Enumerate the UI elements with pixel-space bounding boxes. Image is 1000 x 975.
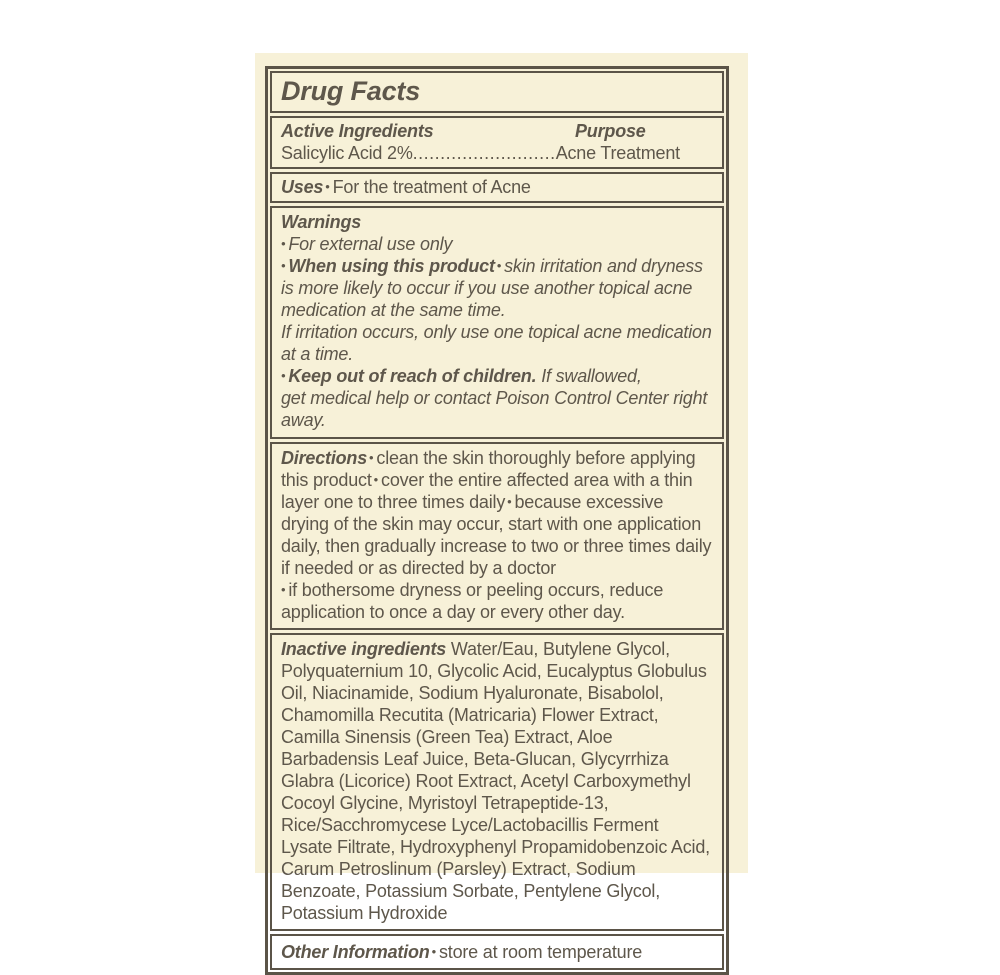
warning-poison-control: get medical help or contact Poison Control Center right away. bbox=[281, 388, 708, 430]
inactive-ingredients-section bbox=[270, 633, 724, 931]
warning-keep-away-text: If swallowed, bbox=[536, 366, 642, 386]
directions-step: cover the entire affected area with a thin layer one to three times daily bbox=[281, 470, 693, 512]
inactive-ingredients-text: Water/Eau, Butylene Glycol, Polyquaternium 10, Glycolic Acid, Eucalyptus Globulus Oil, Niacinamide, Sodium Hyaluronate, Bisabolol, Chamomilla Recutita (Matricaria) Flower Extract, Camilla Sinensis (Green Tea) Extract, Aloe Barbadensis Leaf Juice, Beta-Glucan, Glycyrrhiza Glabra (Licorice) Root Extract, Acetyl Carboxymethyl Cocoyl Glycine, Myristoyl Tetrapeptide-13, Rice/Sacchromycese Lyce/Lactobacillis Ferment Lysate Filtrate, Hydroxyphenyl Propamidobenzoic Acid, Carum Petroslinum (Parsley) Extract, Sodium Benzoate, Potassium Sorbate, Pentylene Glycol, Potassium Hydroxide bbox=[281, 639, 710, 923]
uses-heading: Uses bbox=[281, 177, 324, 197]
active-ingredient-row bbox=[281, 142, 713, 164]
other-information-text: store at room temperature bbox=[438, 942, 643, 962]
warning-irritation: If irritation occurs, only use one topical acne medication at a time. bbox=[281, 322, 712, 364]
other-information-section bbox=[270, 934, 724, 970]
other-information-heading: Other Information bbox=[281, 942, 430, 962]
bullet-icon: • bbox=[369, 450, 374, 465]
warnings-heading: Warnings bbox=[281, 212, 362, 232]
dotted-leader: .......................... bbox=[412, 143, 556, 163]
warning-external-text: For external use only bbox=[288, 234, 453, 254]
bullet-icon: • bbox=[373, 472, 379, 487]
bullet-icon: • bbox=[431, 944, 436, 959]
purpose-heading: Purpose bbox=[575, 121, 646, 141]
active-ingredients-header-row bbox=[281, 120, 713, 142]
directions-step: clean the skin thoroughly before applying this product bbox=[281, 448, 696, 490]
title-section bbox=[270, 71, 724, 113]
uses-text: For the treatment of Acne bbox=[332, 177, 531, 197]
directions-step: if bothersome dryness or peeling occurs, reduce application to once a day or every other day. bbox=[281, 580, 664, 622]
directions-section bbox=[270, 442, 724, 630]
bullet-icon: • bbox=[281, 236, 286, 251]
label-outer-border bbox=[265, 66, 729, 975]
warning-when-using-text: skin irritation and dryness is more likely to occur if you use another topical acne medication at the same time. bbox=[281, 256, 703, 320]
uses-section bbox=[270, 172, 724, 203]
bullet-icon: • bbox=[281, 258, 286, 273]
bullet-icon: • bbox=[325, 179, 330, 194]
warning-keep-away bbox=[281, 365, 713, 387]
warning-when-using-bold: When using this product bbox=[288, 256, 495, 276]
purpose-value: Acne Treatment bbox=[555, 143, 680, 163]
active-ingredients-section bbox=[270, 116, 724, 169]
drug-facts-label bbox=[255, 53, 748, 962]
warning-keep-away-bold: Keep out of reach of children. bbox=[288, 366, 537, 386]
active-ingredients-heading: Active Ingredients bbox=[281, 121, 434, 141]
bullet-icon: • bbox=[281, 582, 286, 597]
bullet-icon: • bbox=[496, 258, 502, 273]
drug-facts-title: Drug Facts bbox=[281, 76, 421, 106]
warnings-section bbox=[270, 206, 724, 439]
directions-heading: Directions bbox=[281, 448, 368, 468]
warning-when-using bbox=[281, 255, 713, 321]
warning-external-use bbox=[281, 233, 713, 255]
active-ingredient-name: Salicylic Acid 2% bbox=[281, 143, 413, 163]
bullet-icon: • bbox=[281, 368, 286, 383]
bullet-icon: • bbox=[507, 494, 512, 509]
directions-step: because excessive drying of the skin may occur, start with one application daily, then gradually increase to two or three times daily if needed or as directed by a doctor bbox=[281, 492, 712, 578]
inactive-ingredients-heading: Inactive ingredients bbox=[281, 639, 447, 659]
